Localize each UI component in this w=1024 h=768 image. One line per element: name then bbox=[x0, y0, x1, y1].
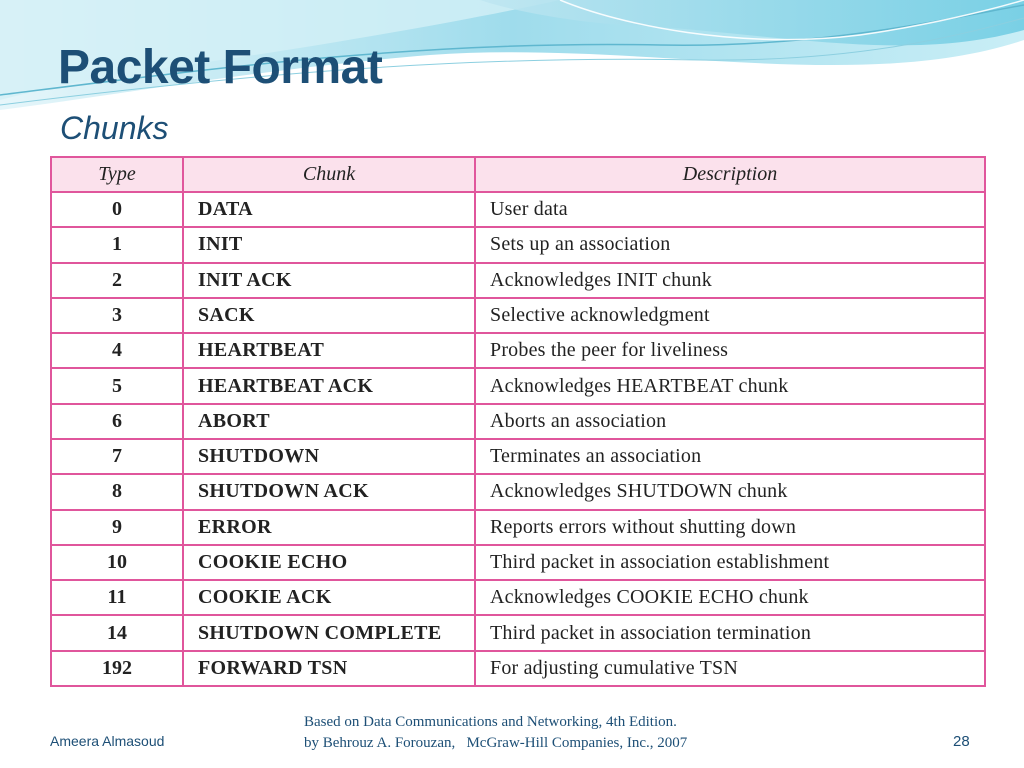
description-cell: Acknowledges INIT chunk bbox=[475, 263, 985, 298]
table-row bbox=[51, 404, 985, 439]
footer-author: Ameera Almasoud bbox=[50, 733, 165, 749]
chunk-types-table bbox=[50, 156, 986, 687]
table-row bbox=[51, 474, 985, 509]
type-cell: 192 bbox=[51, 651, 183, 686]
type-cell: 7 bbox=[51, 439, 183, 474]
description-cell: User data bbox=[475, 192, 985, 227]
type-cell: 3 bbox=[51, 298, 183, 333]
table-row bbox=[51, 263, 985, 298]
description-cell: Acknowledges HEARTBEAT chunk bbox=[475, 368, 985, 403]
table-row bbox=[51, 510, 985, 545]
type-cell: 10 bbox=[51, 545, 183, 580]
chunk-cell: HEARTBEAT bbox=[183, 333, 475, 368]
description-cell: Acknowledges SHUTDOWN chunk bbox=[475, 474, 985, 509]
table-row bbox=[51, 580, 985, 615]
type-cell: 14 bbox=[51, 615, 183, 650]
type-cell: 8 bbox=[51, 474, 183, 509]
header-type: Type bbox=[51, 157, 183, 192]
type-cell: 5 bbox=[51, 368, 183, 403]
description-cell: Probes the peer for liveliness bbox=[475, 333, 985, 368]
description-cell: Sets up an association bbox=[475, 227, 985, 262]
chunk-cell: ABORT bbox=[183, 404, 475, 439]
table-row bbox=[51, 227, 985, 262]
chunk-cell: INIT ACK bbox=[183, 263, 475, 298]
type-cell: 4 bbox=[51, 333, 183, 368]
description-cell: Third packet in association establishment bbox=[475, 545, 985, 580]
description-cell: For adjusting cumulative TSN bbox=[475, 651, 985, 686]
description-cell: Acknowledges COOKIE ECHO chunk bbox=[475, 580, 985, 615]
table-row bbox=[51, 333, 985, 368]
chunk-cell: SHUTDOWN bbox=[183, 439, 475, 474]
slide-subtitle: Chunks bbox=[60, 110, 169, 146]
table-row bbox=[51, 439, 985, 474]
description-cell: Aborts an association bbox=[475, 404, 985, 439]
chunk-cell: HEARTBEAT ACK bbox=[183, 368, 475, 403]
chunk-cell: INIT bbox=[183, 227, 475, 262]
type-cell: 6 bbox=[51, 404, 183, 439]
chunk-cell: SACK bbox=[183, 298, 475, 333]
description-cell: Terminates an association bbox=[475, 439, 985, 474]
type-cell: 1 bbox=[51, 227, 183, 262]
chunk-cell: DATA bbox=[183, 192, 475, 227]
type-cell: 0 bbox=[51, 192, 183, 227]
footer-source-line2: by Behrouz A. Forouzan, McGraw-Hill Companies, Inc., 2007 bbox=[304, 735, 688, 751]
description-cell: Reports errors without shutting down bbox=[475, 510, 985, 545]
chunk-cell: ERROR bbox=[183, 510, 475, 545]
header-description: Description bbox=[475, 157, 985, 192]
description-cell: Selective acknowledgment bbox=[475, 298, 985, 333]
chunk-cell: COOKIE ECHO bbox=[183, 545, 475, 580]
type-cell: 11 bbox=[51, 580, 183, 615]
footer-source bbox=[304, 712, 774, 754]
table-header-row bbox=[51, 157, 985, 192]
table-row bbox=[51, 651, 985, 686]
slide-page-number: 28 bbox=[953, 733, 970, 750]
chunk-cell: FORWARD TSN bbox=[183, 651, 475, 686]
chunk-cell: SHUTDOWN COMPLETE bbox=[183, 615, 475, 650]
description-cell: Third packet in association termination bbox=[475, 615, 985, 650]
chunk-cell: COOKIE ACK bbox=[183, 580, 475, 615]
type-cell: 2 bbox=[51, 263, 183, 298]
table-row bbox=[51, 368, 985, 403]
footer-source-line1: Based on Data Communications and Networking, 4th Edition. bbox=[304, 714, 677, 730]
table-row bbox=[51, 298, 985, 333]
slide-title: Packet Format bbox=[58, 41, 383, 94]
table-row bbox=[51, 545, 985, 580]
chunk-cell: SHUTDOWN ACK bbox=[183, 474, 475, 509]
table-row bbox=[51, 192, 985, 227]
type-cell: 9 bbox=[51, 510, 183, 545]
header-chunk: Chunk bbox=[183, 157, 475, 192]
table-row bbox=[51, 615, 985, 650]
